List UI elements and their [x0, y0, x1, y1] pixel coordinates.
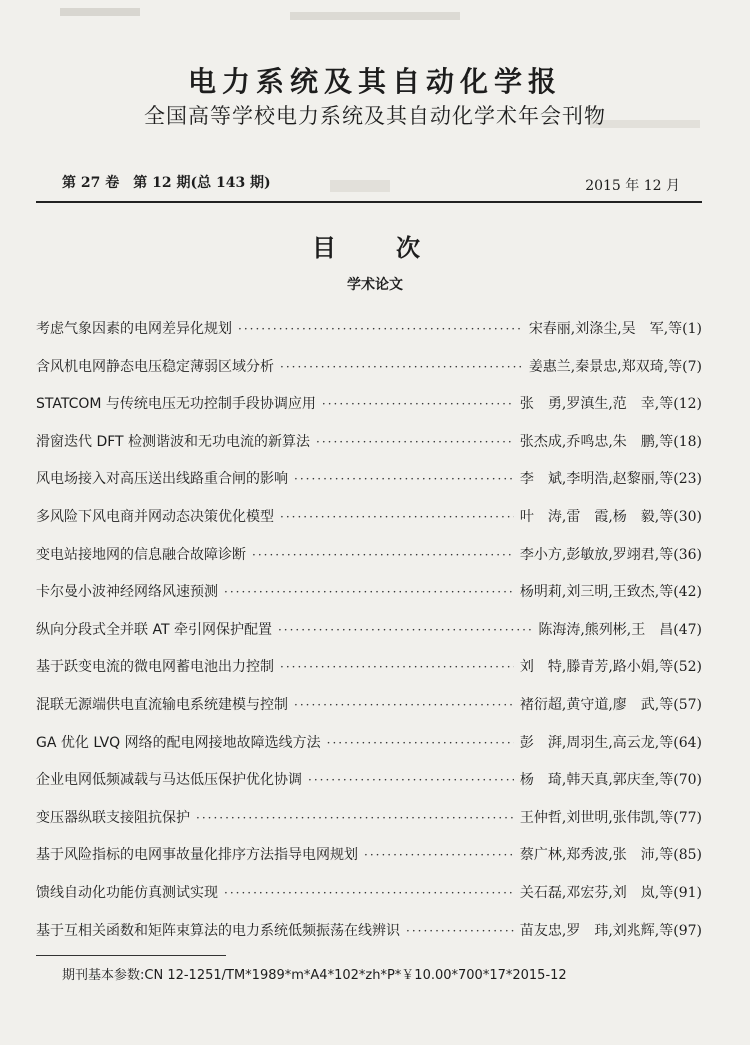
entry-title: GA 优化 LVQ 网络的配电网接地故障选线方法 [36, 734, 321, 751]
entry-title: 纵向分段式全并联 AT 牵引网保护配置 [36, 621, 272, 638]
toc-entry[interactable] [36, 807, 702, 845]
header-rule [36, 201, 702, 203]
toc-entry[interactable] [36, 619, 702, 657]
entry-authors: 姜惠兰,秦景忠,郑双琦,等(7) [528, 358, 702, 375]
entry-title: 考虑气象因素的电网差异化规划 [36, 321, 232, 337]
toc-entry[interactable] [36, 656, 702, 694]
toc-entry[interactable] [36, 581, 702, 619]
toc-entry[interactable] [36, 318, 702, 356]
entry-authors: 宋春丽,刘涤尘,吴 军,等(1) [528, 321, 702, 337]
dot-leader [238, 322, 523, 336]
toc-entry[interactable] [36, 468, 702, 506]
entry-authors: 蔡广林,郑秀波,张 沛,等(85) [519, 847, 702, 864]
dot-leader [322, 397, 514, 411]
dot-leader [224, 886, 514, 900]
toc-entry[interactable] [36, 506, 702, 544]
journal-parameters: 期刊基本参数:CN 12-1251/TM*1989*m*A4*102*zh*P*￥10.00*700*17*2015-12 [62, 968, 567, 983]
entry-title: 企业电网低频减载与马达低压保护优化协调 [36, 772, 302, 789]
bleed-through-mark [290, 12, 460, 20]
entry-authors: 杨 琦,韩天真,郭庆奎,等(70) [519, 772, 702, 789]
entry-authors: 关石磊,邓宏芬,刘 岚,等(91) [519, 884, 702, 901]
entry-authors: 褚衍超,黄守道,廖 武,等(57) [519, 696, 702, 713]
bleed-through-mark [60, 8, 140, 16]
entry-title: 滑窗迭代 DFT 检测谐波和无功电流的新算法 [36, 433, 311, 450]
dot-leader [316, 435, 514, 449]
toc-entry[interactable] [36, 431, 702, 469]
toc-entry[interactable] [36, 732, 702, 770]
entry-title: 基于风险指标的电网事故量化排序方法指导电网规划 [36, 847, 358, 864]
toc-entry[interactable] [36, 544, 702, 582]
dot-leader [294, 472, 514, 486]
toc-entry[interactable] [36, 769, 702, 807]
entry-authors: 叶 涛,雷 霞,杨 毅,等(30) [519, 508, 702, 525]
bleed-through-mark [330, 180, 390, 192]
issue-date: 2015 年 12 月 [585, 178, 680, 194]
dot-leader [294, 698, 514, 712]
entry-title: 混联无源端供电直流输电系统建模与控制 [36, 696, 288, 713]
dot-leader [327, 736, 514, 750]
toc-entry[interactable] [36, 920, 702, 958]
entry-title: 基于跃变电流的微电网蓄电池出力控制 [36, 659, 274, 676]
entry-title: 变电站接地网的信息融合故障诊断 [36, 546, 246, 563]
contents-heading: 目 次 [312, 234, 438, 262]
entry-authors: 王仲哲,刘世明,张伟凯,等(77) [519, 809, 702, 826]
dot-leader [280, 510, 514, 524]
entry-title: 变压器纵联支接阻抗保护 [36, 809, 190, 826]
dot-leader [196, 811, 514, 825]
entry-title: STATCOM 与传统电压无功控制手段协调应用 [36, 396, 316, 413]
dot-leader [278, 623, 532, 637]
entry-authors: 苗友忠,罗 玮,刘兆辉,等(97) [519, 922, 702, 939]
entry-authors: 陈海涛,熊列彬,王 昌(47) [538, 621, 702, 638]
toc-entry[interactable] [36, 356, 702, 394]
toc-entry[interactable] [36, 694, 702, 732]
toc-entry[interactable] [36, 882, 702, 920]
dot-leader [280, 360, 523, 374]
toc-entry[interactable] [36, 844, 702, 882]
footer-rule [36, 955, 226, 956]
entry-authors: 刘 特,滕青芳,路小娟,等(52) [519, 659, 702, 676]
entry-authors: 李小方,彭敏放,罗翊君,等(36) [519, 546, 702, 563]
entry-authors: 张 勇,罗滇生,范 幸,等(12) [519, 396, 702, 413]
journal-subtitle: 全国高等学校电力系统及其自动化学术年会刊物 [144, 104, 606, 128]
entry-title: 多风险下风电商并网动态决策优化模型 [36, 508, 274, 525]
dot-leader [308, 773, 514, 787]
entry-authors: 张杰成,乔鸣忠,朱 鹏,等(18) [519, 433, 702, 450]
dot-leader [252, 548, 514, 562]
dot-leader [406, 924, 514, 938]
dot-leader [224, 585, 514, 599]
entry-title: 基于互相关函数和矩阵束算法的电力系统低频振荡在线辨识 [36, 922, 400, 939]
table-of-contents [36, 318, 702, 957]
entry-title: 卡尔曼小波神经网络风速预测 [36, 584, 218, 601]
entry-authors: 彭 湃,周羽生,高云龙,等(64) [519, 734, 702, 751]
dot-leader [364, 848, 514, 862]
entry-authors: 李 斌,李明浩,赵黎丽,等(23) [519, 471, 702, 488]
toc-entry[interactable] [36, 393, 702, 431]
entry-authors: 杨明莉,刘三明,王致杰,等(42) [519, 584, 702, 601]
entry-title: 含风机电网静态电压稳定薄弱区域分析 [36, 358, 274, 375]
journal-title: 电力系统及其自动化学报 [187, 65, 562, 98]
entry-title: 馈线自动化功能仿真测试实现 [36, 884, 218, 901]
entry-title: 风电场接入对高压送出线路重合闸的影响 [36, 471, 288, 488]
dot-leader [280, 660, 514, 674]
section-heading: 学术论文 [347, 277, 403, 293]
issue-info: 第 27 卷 第 12 期(总 143 期) [62, 175, 271, 191]
